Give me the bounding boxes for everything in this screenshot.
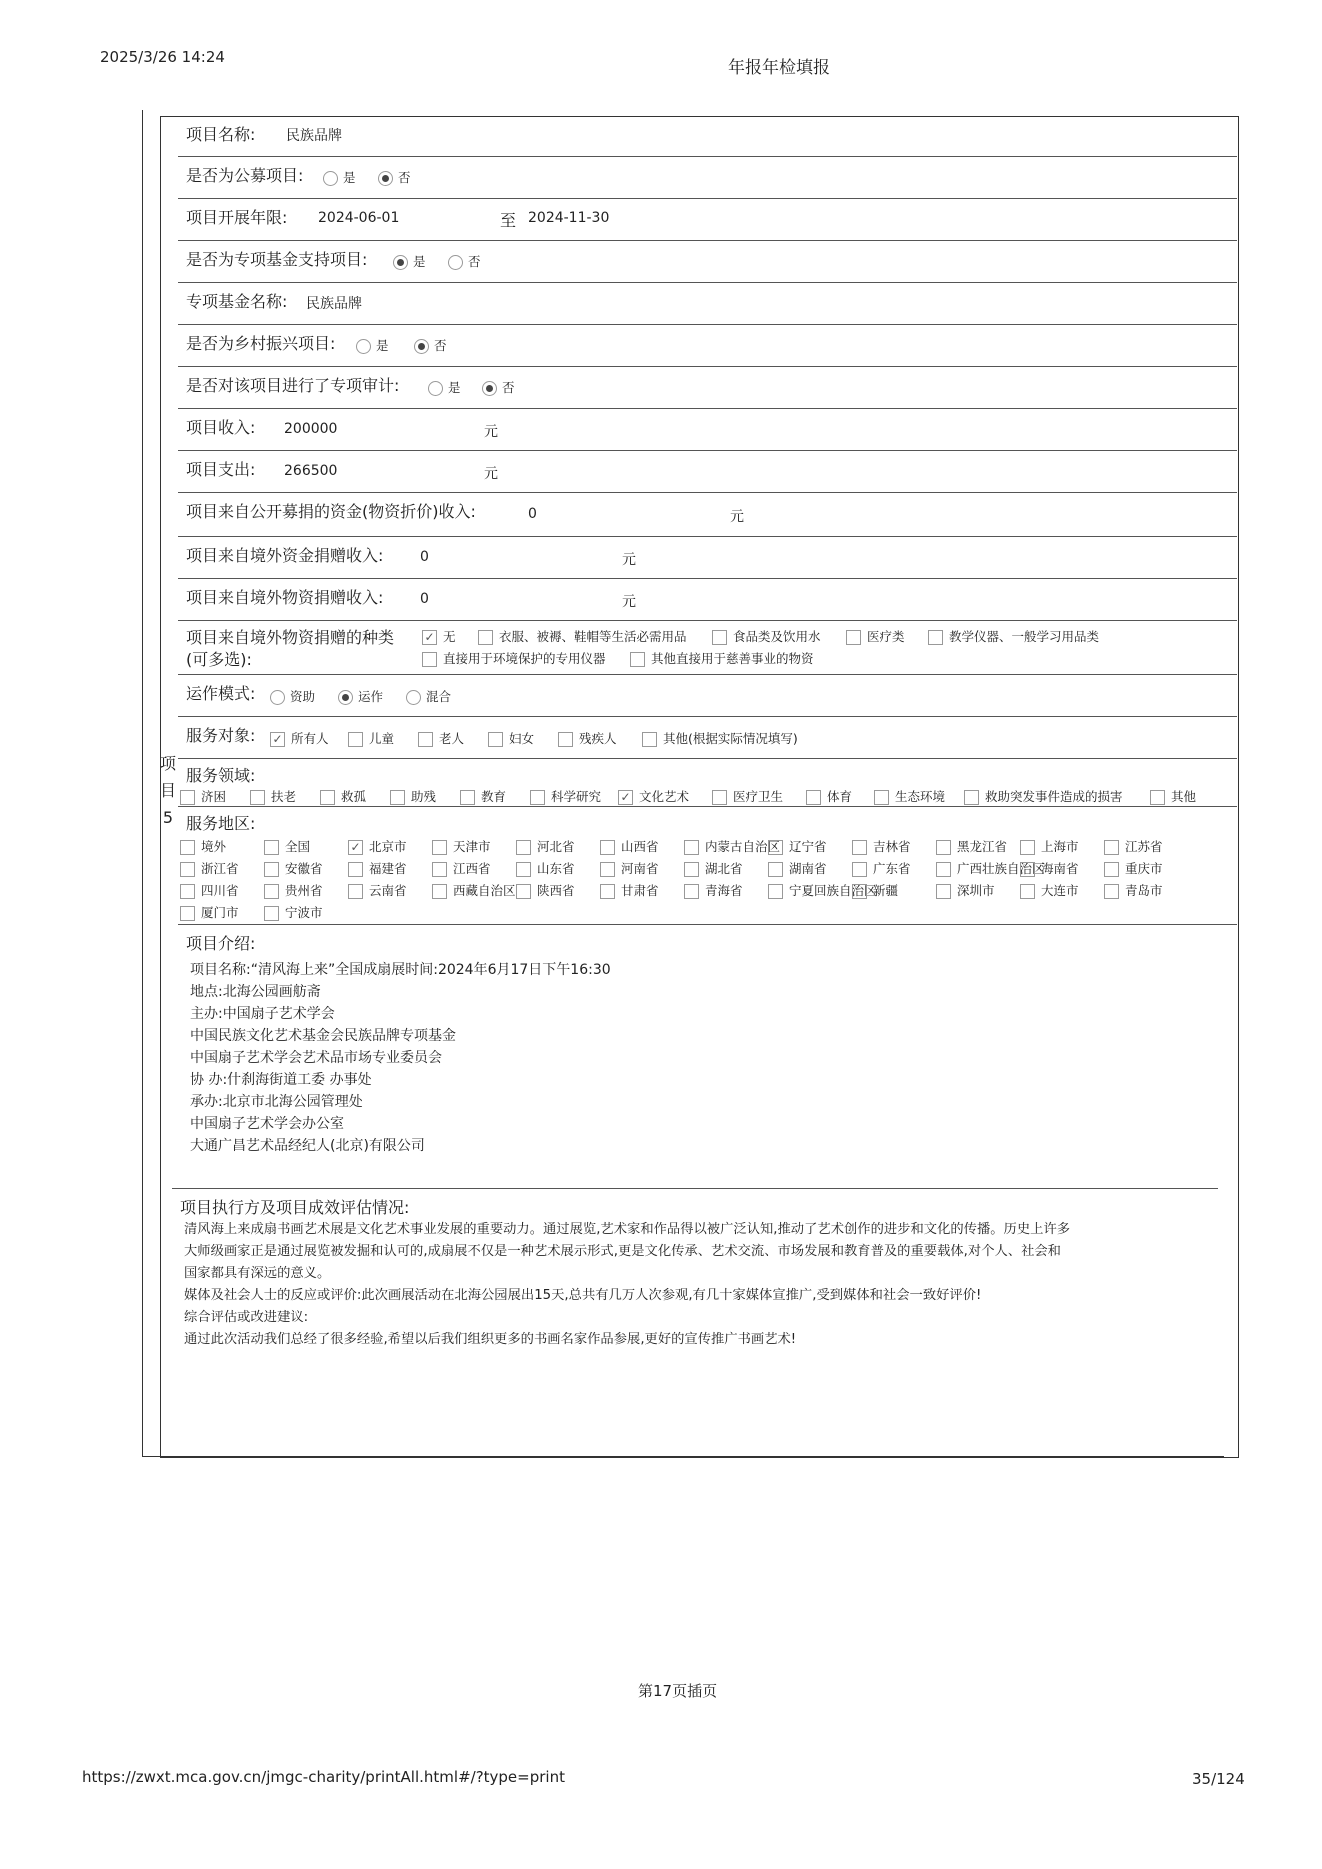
targets-label: 服务对象: — [186, 726, 256, 745]
public-income-label: 项目来自公开募捐的资金(物资折价)收入: — [186, 502, 476, 521]
row-evaluation — [172, 1188, 1218, 1457]
region-option[interactable] — [516, 881, 575, 899]
period-start[interactable]: 2024-06-01 — [318, 210, 400, 226]
region-option-text: 山东省 — [537, 861, 575, 876]
row-regions — [178, 806, 1237, 925]
region-option[interactable] — [432, 859, 491, 877]
checkbox-icon — [630, 652, 645, 667]
radio-selected-icon — [482, 381, 497, 396]
field-option-3[interactable] — [390, 787, 436, 805]
region-option[interactable] — [264, 837, 310, 855]
region-option-text: 江西省 — [453, 861, 491, 876]
radio-selected-icon — [338, 690, 353, 705]
goods-option-2[interactable] — [712, 627, 821, 645]
special-fund-yes-text: 是 — [413, 254, 426, 269]
checkbox-icon — [390, 790, 405, 805]
region-option[interactable] — [348, 881, 407, 899]
region-option[interactable] — [432, 881, 516, 899]
region-option[interactable] — [516, 837, 575, 855]
mode-option-1[interactable] — [338, 687, 383, 705]
row-foreign-goods — [178, 578, 1237, 621]
region-option-text: 福建省 — [369, 861, 407, 876]
row-foreign-fund — [178, 536, 1237, 579]
region-option-text: 江苏省 — [1125, 839, 1163, 854]
row-public-fundraising — [178, 156, 1237, 199]
checkbox-icon — [928, 630, 943, 645]
audit-no[interactable] — [482, 378, 515, 396]
checkbox-icon — [422, 652, 437, 667]
region-option[interactable] — [1020, 837, 1079, 855]
field-option-text: 文化艺术 — [639, 789, 690, 804]
checkbox-icon — [852, 862, 867, 877]
checkbox-icon — [320, 790, 335, 805]
goods-types-label-2: (可多选): — [186, 650, 252, 669]
radio-icon — [448, 255, 463, 270]
goods-option-text: 教学仪器、一般学习用品类 — [949, 629, 1100, 644]
field-option-4[interactable] — [460, 787, 506, 805]
field-option-11[interactable] — [1150, 787, 1196, 805]
region-option-text: 黑龙江省 — [957, 839, 1008, 854]
checkbox-icon — [478, 630, 493, 645]
region-option-text: 安徽省 — [285, 861, 323, 876]
period-end[interactable]: 2024-11-30 — [528, 210, 610, 226]
intro-text — [190, 959, 611, 1157]
region-option[interactable] — [852, 859, 911, 877]
project-name-label: 项目名称: — [186, 125, 256, 144]
special-fund-no-text: 否 — [468, 254, 481, 269]
goods-option-6[interactable] — [630, 649, 814, 667]
checkbox-icon — [432, 862, 447, 877]
checkbox-checked-icon: ✓ — [270, 732, 285, 747]
row-special-fund — [178, 240, 1237, 283]
region-option[interactable] — [852, 837, 911, 855]
region-option[interactable] — [600, 837, 659, 855]
checkbox-icon — [1020, 862, 1035, 877]
checkbox-icon — [516, 862, 531, 877]
fund-name-value[interactable]: 民族品牌 — [306, 296, 362, 312]
checkbox-icon — [264, 884, 279, 899]
region-option[interactable] — [768, 859, 827, 877]
radio-selected-icon — [393, 255, 408, 270]
field-option-5[interactable] — [530, 787, 601, 805]
region-option-text: 湖南省 — [789, 861, 827, 876]
checkbox-icon — [936, 862, 951, 877]
region-option-text: 海南省 — [1041, 861, 1079, 876]
regions-label: 服务地区: — [186, 814, 256, 833]
radio-icon — [270, 690, 285, 705]
row-expense — [178, 450, 1237, 493]
public-fundraising-yes-text: 是 — [343, 170, 356, 185]
expense-unit: 元 — [484, 466, 498, 482]
mode-option-text: 运作 — [358, 689, 384, 704]
audit-no-text: 否 — [502, 380, 515, 395]
row-goods-types — [178, 620, 1237, 675]
field-option-text: 科学研究 — [551, 789, 602, 804]
checkbox-icon — [1020, 840, 1035, 855]
public-fundraising-yes[interactable] — [323, 168, 356, 186]
checkbox-icon — [418, 732, 433, 747]
region-option[interactable] — [1104, 881, 1163, 899]
header-title: 年报年检填报 — [728, 58, 830, 78]
checkbox-icon — [488, 732, 503, 747]
region-option-text: 河北省 — [537, 839, 575, 854]
region-option-text: 甘肃省 — [621, 883, 659, 898]
intro-line: 地点:北海公园画舫斋 — [190, 984, 321, 1000]
evaluation-line: 媒体及社会人士的反应或评价:此次画展活动在北海公园展出15天,总共有几万人次参观,有几十家媒体宣推广,受到媒体和社会一致好评价! — [184, 1288, 982, 1303]
expense-label: 项目支出: — [186, 460, 256, 479]
region-option-text: 宁波市 — [285, 905, 323, 920]
radio-icon — [323, 171, 338, 186]
evaluation-line: 国家都具有深远的意义。 — [184, 1266, 331, 1281]
goods-option-4[interactable] — [928, 627, 1099, 645]
foreign-fund-unit: 元 — [622, 552, 636, 568]
intro-line: 协 办:什刹海街道工委 办事处 — [190, 1072, 372, 1088]
checkbox-icon — [846, 630, 861, 645]
region-option-text: 云南省 — [369, 883, 407, 898]
field-option-10[interactable] — [964, 787, 1123, 805]
checkbox-icon — [530, 790, 545, 805]
region-option[interactable] — [1020, 859, 1079, 877]
checkbox-icon — [558, 732, 573, 747]
checkbox-icon — [180, 884, 195, 899]
rural-yes[interactable] — [356, 336, 389, 354]
evaluation-label: 项目执行方及项目成效评估情况: — [180, 1198, 410, 1217]
rural-no-text: 否 — [434, 338, 447, 353]
field-option-8[interactable] — [806, 787, 852, 805]
region-option[interactable] — [180, 881, 239, 899]
goods-option-text: 医疗类 — [867, 629, 905, 644]
public-income-unit: 元 — [730, 509, 744, 525]
region-option-text: 广西壮族自治区 — [957, 861, 1045, 876]
form-outer-left-border — [142, 110, 143, 1456]
public-income-input[interactable]: 0 — [528, 506, 537, 522]
target-option-text: 妇女 — [509, 731, 535, 746]
audit-label: 是否对该项目进行了专项审计: — [186, 376, 400, 395]
region-option[interactable] — [768, 837, 827, 855]
region-option[interactable] — [348, 859, 407, 877]
row-mode — [178, 674, 1237, 717]
region-option-text: 河南省 — [621, 861, 659, 876]
footer-insert-page: 第17页插页 — [638, 1682, 718, 1700]
checkbox-icon — [1104, 862, 1119, 877]
checkbox-icon — [180, 862, 195, 877]
checkbox-icon — [712, 790, 727, 805]
region-option[interactable] — [264, 903, 323, 921]
field-option-text: 生态环境 — [895, 789, 946, 804]
project-name-value: 民族品牌 — [286, 128, 342, 144]
region-option-text: 贵州省 — [285, 883, 323, 898]
row-fund-name — [178, 282, 1237, 325]
checkbox-icon — [852, 840, 867, 855]
goods-option-3[interactable] — [846, 627, 905, 645]
region-option-text: 深圳市 — [957, 883, 995, 898]
row-project-name — [178, 116, 1237, 156]
foreign-goods-label: 项目来自境外物资捐赠收入: — [186, 588, 384, 607]
region-option-text: 广东省 — [873, 861, 911, 876]
special-fund-label: 是否为专项基金支持项目: — [186, 250, 368, 269]
field-option-9[interactable] — [874, 787, 945, 805]
region-option-text: 全国 — [285, 839, 311, 854]
region-option-text: 宁夏回族自治区 — [789, 883, 877, 898]
intro-line: 主办:中国扇子艺术学会 — [190, 1006, 335, 1022]
region-option-text: 四川省 — [201, 883, 239, 898]
region-option[interactable] — [684, 837, 780, 855]
region-option-text: 新疆 — [873, 883, 899, 898]
foreign-goods-input[interactable]: 0 — [420, 591, 429, 607]
intro-line: 承办:北京市北海公园管理处 — [190, 1094, 363, 1110]
region-option-text: 山西省 — [621, 839, 659, 854]
checkbox-icon — [180, 906, 195, 921]
region-option[interactable] — [432, 837, 491, 855]
goods-option-text: 食品类及饮用水 — [733, 629, 821, 644]
checkbox-icon — [684, 862, 699, 877]
region-option[interactable] — [264, 859, 323, 877]
region-option-text: 重庆市 — [1125, 861, 1163, 876]
checkbox-icon — [806, 790, 821, 805]
goods-option-0[interactable] — [422, 627, 456, 645]
region-option[interactable] — [852, 881, 898, 899]
audit-yes-text: 是 — [448, 380, 461, 395]
target-option-text: 其他(根据实际情况填写) — [663, 731, 798, 746]
mode-label: 运作模式: — [186, 684, 256, 703]
mode-option-text: 混合 — [426, 689, 452, 704]
header-datetime: 2025/3/26 14:24 — [100, 48, 225, 66]
income-label: 项目收入: — [186, 418, 256, 437]
goods-option-1[interactable] — [478, 627, 687, 645]
checkbox-icon — [936, 884, 951, 899]
goods-option-text: 其他直接用于慈善事业的物资 — [651, 651, 814, 666]
region-option-text: 天津市 — [453, 839, 491, 854]
region-option[interactable] — [180, 837, 226, 855]
checkbox-icon — [600, 862, 615, 877]
radio-selected-icon — [414, 339, 429, 354]
region-option-text: 北京市 — [369, 839, 407, 854]
checkbox-icon — [768, 862, 783, 877]
checkbox-icon — [684, 884, 699, 899]
mode-option-2[interactable] — [406, 687, 451, 705]
checkbox-checked-icon: ✓ — [618, 790, 633, 805]
region-option[interactable] — [1104, 837, 1163, 855]
intro-line: 中国扇子艺术学会办公室 — [190, 1116, 344, 1132]
field-option-text: 救孤 — [341, 789, 367, 804]
checkbox-icon — [684, 840, 699, 855]
region-option-text: 上海市 — [1041, 839, 1079, 854]
public-fundraising-no-text: 否 — [398, 170, 411, 185]
checkbox-icon — [348, 732, 363, 747]
target-option-text: 残疾人 — [579, 731, 617, 746]
expense-input[interactable]: 266500 — [284, 463, 338, 479]
checkbox-icon — [348, 862, 363, 877]
field-option-1[interactable] — [250, 787, 296, 805]
checkbox-checked-icon: ✓ — [422, 630, 437, 645]
region-option[interactable] — [180, 903, 239, 921]
evaluation-line: 综合评估或改进建议: — [184, 1310, 309, 1325]
region-option-text: 吉林省 — [873, 839, 911, 854]
field-option-text: 医疗卫生 — [733, 789, 784, 804]
evaluation-text — [184, 1219, 1204, 1351]
checkbox-icon — [180, 840, 195, 855]
foreign-fund-label: 项目来自境外资金捐赠收入: — [186, 546, 384, 565]
fund-name-label: 专项基金名称: — [186, 292, 288, 311]
radio-selected-icon — [378, 171, 393, 186]
checkbox-icon — [1104, 884, 1119, 899]
region-option[interactable] — [936, 881, 995, 899]
row-fields — [178, 758, 1237, 807]
intro-line: 大通广昌艺术品经纪人(北京)有限公司 — [190, 1138, 425, 1154]
goods-types-label: 项目来自境外物资捐赠的种类 — [186, 628, 395, 647]
region-option-text: 西藏自治区 — [453, 883, 516, 898]
row-audit — [178, 366, 1237, 409]
checkbox-icon — [1020, 884, 1035, 899]
radio-icon — [428, 381, 443, 396]
region-option[interactable] — [1104, 859, 1163, 877]
checkbox-icon — [642, 732, 657, 747]
checkbox-icon — [768, 840, 783, 855]
checkbox-icon — [516, 884, 531, 899]
region-option[interactable] — [684, 859, 743, 877]
row-period — [178, 198, 1237, 241]
field-option-text: 体育 — [827, 789, 853, 804]
field-option-0[interactable] — [180, 787, 226, 805]
checkbox-icon — [432, 840, 447, 855]
region-option-text: 厦门市 — [201, 905, 239, 920]
checkbox-icon — [768, 884, 783, 899]
intro-line: 中国民族文化艺术基金会民族品牌专项基金 — [190, 1028, 456, 1044]
checkbox-icon — [852, 884, 867, 899]
intro-label: 项目介绍: — [186, 934, 256, 953]
side-label: 项 目 5 — [159, 754, 176, 827]
period-separator: 至 — [500, 211, 517, 230]
checkbox-icon — [264, 862, 279, 877]
target-option-2[interactable] — [418, 729, 464, 747]
field-option-text: 助残 — [411, 789, 437, 804]
checkbox-icon — [348, 884, 363, 899]
field-option-text: 济困 — [201, 789, 227, 804]
field-option-text: 救助突发事件造成的损害 — [985, 789, 1123, 804]
radio-icon — [406, 690, 421, 705]
foreign-goods-unit: 元 — [622, 594, 636, 610]
rural-yes-text: 是 — [376, 338, 389, 353]
target-option-text: 所有人 — [291, 731, 329, 746]
region-option[interactable] — [684, 881, 743, 899]
checkbox-icon — [516, 840, 531, 855]
target-option-3[interactable] — [488, 729, 534, 747]
income-unit: 元 — [484, 424, 498, 440]
goods-option-text: 无 — [443, 629, 456, 644]
special-fund-no[interactable] — [448, 252, 481, 270]
checkbox-icon — [936, 840, 951, 855]
intro-line: 中国扇子艺术学会艺术品市场专业委员会 — [190, 1050, 442, 1066]
period-label: 项目开展年限: — [186, 208, 288, 227]
mode-option-0[interactable] — [270, 687, 315, 705]
goods-option-text: 直接用于环境保护的专用仪器 — [443, 651, 606, 666]
target-option-1[interactable] — [348, 729, 394, 747]
target-option-5[interactable] — [642, 729, 798, 747]
goods-option-5[interactable] — [422, 649, 606, 667]
fields-label: 服务领域: — [186, 766, 256, 785]
target-option-4[interactable] — [558, 729, 617, 747]
checkbox-icon — [180, 790, 195, 805]
income-input[interactable]: 200000 — [284, 421, 338, 437]
public-fundraising-label: 是否为公募项目: — [186, 166, 304, 185]
checkbox-icon — [250, 790, 265, 805]
evaluation-line: 大师级画家正是通过展览被发掘和认可的,成扇展不仅是一种艺术展示形式,更是文化传承、艺术交流、市场发展和教育普及的重要载体,对个人、社会和 — [184, 1244, 1061, 1259]
region-option[interactable] — [264, 881, 323, 899]
evaluation-line: 通过此次活动我们总经了很多经验,希望以后我们组织更多的书画名家作品参展,更好的宣传推广书画艺术! — [184, 1332, 797, 1347]
region-option-text: 湖北省 — [705, 861, 743, 876]
mode-option-text: 资助 — [290, 689, 316, 704]
region-option-text: 辽宁省 — [789, 839, 827, 854]
region-option[interactable] — [516, 859, 575, 877]
goods-option-text: 衣服、被褥、鞋帽等生活必需用品 — [499, 629, 687, 644]
region-option-text: 青海省 — [705, 883, 743, 898]
checkbox-icon — [460, 790, 475, 805]
field-option-text: 教育 — [481, 789, 507, 804]
row-income — [178, 408, 1237, 451]
region-option[interactable] — [180, 859, 239, 877]
field-option-text: 扶老 — [271, 789, 297, 804]
row-targets — [178, 716, 1237, 759]
row-intro — [178, 924, 1237, 1189]
region-option-text: 大连市 — [1041, 883, 1079, 898]
region-option[interactable] — [600, 881, 659, 899]
foreign-fund-input[interactable]: 0 — [420, 549, 429, 565]
checkbox-icon — [964, 790, 979, 805]
special-fund-yes[interactable] — [393, 252, 426, 270]
rural-label: 是否为乡村振兴项目: — [186, 334, 336, 353]
region-option[interactable] — [1020, 881, 1079, 899]
footer-page-number: 35/124 — [1192, 1770, 1245, 1788]
field-option-7[interactable] — [712, 787, 783, 805]
checkbox-checked-icon: ✓ — [348, 840, 363, 855]
region-option-text: 内蒙古自治区 — [705, 839, 781, 854]
row-rural — [178, 324, 1237, 367]
checkbox-icon — [600, 840, 615, 855]
target-option-0[interactable] — [270, 729, 329, 747]
checkbox-icon — [432, 884, 447, 899]
public-fundraising-no[interactable] — [378, 168, 411, 186]
checkbox-icon — [264, 840, 279, 855]
footer-url: https://zwxt.mca.gov.cn/jmgc-charity/printAll.html#/?type=print — [82, 1768, 565, 1786]
checkbox-icon — [1150, 790, 1165, 805]
evaluation-line: 清风海上来成扇书画艺术展是文化艺术事业发展的重要动力。通过展览,艺术家和作品得以被广泛认知,推动了艺术创作的进步和文化的传播。历史上许多 — [184, 1222, 1071, 1237]
region-option[interactable] — [348, 837, 407, 855]
row-public-income — [178, 492, 1237, 537]
target-option-text: 儿童 — [369, 731, 395, 746]
target-option-text: 老人 — [439, 731, 465, 746]
field-option-text: 其他 — [1171, 789, 1197, 804]
checkbox-icon — [874, 790, 889, 805]
region-option[interactable] — [936, 837, 1007, 855]
region-option-text: 青岛市 — [1125, 883, 1163, 898]
radio-icon — [356, 339, 371, 354]
checkbox-icon — [600, 884, 615, 899]
region-option-text: 陕西省 — [537, 883, 575, 898]
field-option-6[interactable] — [618, 787, 689, 805]
checkbox-icon — [264, 906, 279, 921]
checkbox-icon — [712, 630, 727, 645]
region-option[interactable] — [600, 859, 659, 877]
intro-line: 项目名称:“清风海上来”全国成扇展时间:2024年6月17日下午16:30 — [190, 962, 611, 978]
region-option-text: 浙江省 — [201, 861, 239, 876]
field-option-2[interactable] — [320, 787, 366, 805]
checkbox-icon — [1104, 840, 1119, 855]
audit-yes[interactable] — [428, 378, 461, 396]
rural-no[interactable] — [414, 336, 447, 354]
region-option-text: 境外 — [201, 839, 227, 854]
